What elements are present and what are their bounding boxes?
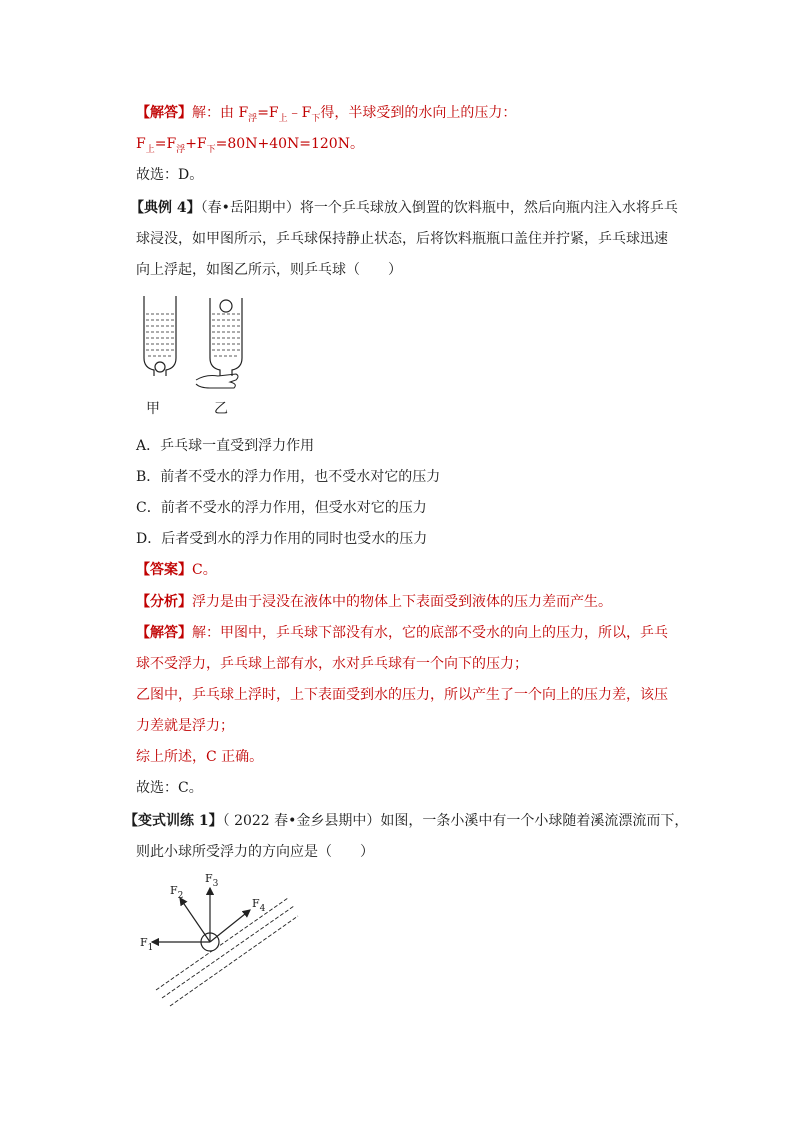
- bottle-jia-icon: [144, 296, 176, 376]
- variant1-stem-line2: 则此小球所受浮力的方向应是（ ）: [136, 844, 374, 860]
- option-c: C．前者不受水的浮力作用，但受水对它的压力: [136, 500, 427, 516]
- solution-line5: 综上所述，C 正确。: [136, 749, 264, 765]
- example4-tag: 【典例 4】: [130, 200, 201, 216]
- prev-choice: 故选：D。: [136, 167, 204, 183]
- option-b: B．前者不受水的浮力作用，也不受水对它的压力: [136, 469, 441, 485]
- option-d: D．后者受到水的浮力作用的同时也受水的压力: [136, 531, 428, 547]
- figure-label-jia: 甲: [146, 401, 160, 417]
- label-f2: $F_2$: [170, 884, 184, 901]
- solution-line3: 乙图中，乒乓球上浮时，上下表面受到水的压力，所以产生了一个向上的压力差，该压: [136, 687, 668, 703]
- answer-tag: 【答案】: [136, 562, 192, 578]
- label-f1: $F_1$: [140, 936, 154, 953]
- example4-stem-line2: 球浸没，如甲图所示，乒乓球保持静止状态，后将饮料瓶瓶口盖住并拧紧，乒乓球迅速: [136, 231, 668, 247]
- solution-line1: 【解答】解：甲图中，乒乓球下部没有水，它的底部不受水的向上的压力，所以，乒乓: [136, 625, 668, 641]
- solution-line4: 力差就是浮力；: [136, 718, 234, 734]
- solution-tag-2: 【解答】: [136, 625, 192, 641]
- arrow-f4: [210, 910, 250, 942]
- option-a: A．乒乓球一直受到浮力作用: [136, 438, 315, 454]
- bottle-figure: [140, 296, 260, 396]
- solution-tag: 【解答】: [136, 105, 192, 121]
- stream-lines: [156, 898, 298, 1006]
- answer-line: 【答案】C。: [136, 562, 217, 578]
- variant1-tag: 【变式训练 1】: [124, 813, 223, 829]
- label-f4: $F_4$: [252, 897, 266, 914]
- example4-stem-line1: 【典例 4】（春•岳阳期中）将一个乒乓球放入倒置的饮料瓶中，然后向瓶内注入水将乒乓: [130, 200, 678, 216]
- example4-stem-line3: 向上浮起，如图乙所示，则乒乓球（ ）: [136, 262, 402, 278]
- figure-label-yi: 乙: [214, 401, 228, 417]
- variant1-stem-line1: 【变式训练 1】（ 2022 春•金乡县期中）如图，一条小溪中有一个小球随着溪流漂流而下，: [124, 813, 689, 829]
- label-f3: $F_3$: [205, 872, 219, 889]
- arrow-f2: [180, 898, 210, 942]
- analysis-tag: 【分析】: [136, 594, 192, 610]
- prev-solution-formula: $F_上=F_浮+F_下=80N+40N=120N$。: [136, 136, 364, 155]
- prev-solution-line1: 【解答】解：由 $F_浮=F_上﹣F_下$得，半球受到的水向上的压力：: [136, 105, 517, 124]
- hand-icon: [196, 374, 238, 388]
- analysis-line: 【分析】浮力是由于浸没在液体中的物体上下表面受到液体的压力差而产生。: [136, 594, 612, 610]
- choice-line: 故选：C。: [136, 780, 203, 796]
- solution-line2: 球不受浮力，乒乓球上部有水，水对乒乓球有一个向下的压力；: [136, 656, 528, 672]
- bottle-yi-icon: [196, 298, 242, 388]
